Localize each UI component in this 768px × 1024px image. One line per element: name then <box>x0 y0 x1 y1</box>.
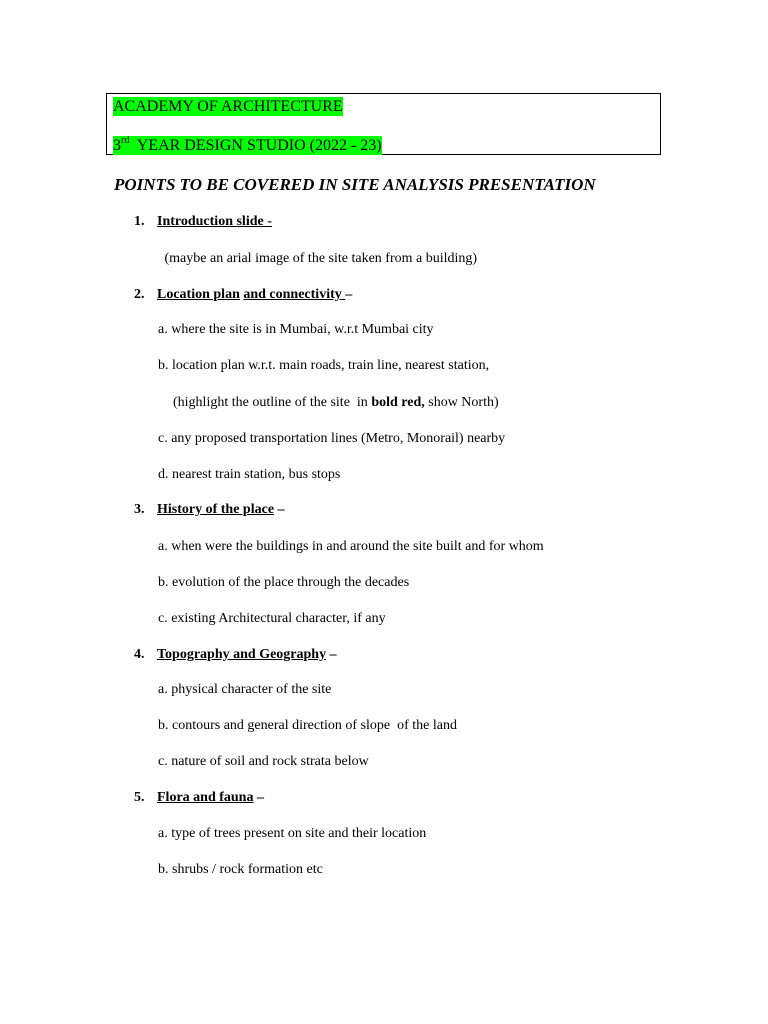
note-bold: bold red, <box>371 395 425 410</box>
section-title: Topography and Geography <box>157 647 327 662</box>
section-dash: – <box>329 647 337 662</box>
section-title-part-b: and connectivity <box>243 287 346 302</box>
section-3-heading <box>134 502 285 518</box>
section-2-note <box>173 395 499 411</box>
section-title: Flora and fauna <box>157 790 254 805</box>
section-4-item-b: b. contours and general direction of slope of the land <box>158 718 457 733</box>
section-2-item-d: d. nearest train station, bus stops <box>158 467 341 482</box>
section-number: 1. <box>134 214 145 229</box>
section-3-item-b: b. evolution of the place through the decades <box>158 575 410 590</box>
section-2-item-b: b. location plan w.r.t. main roads, train line, nearest station, <box>158 358 490 373</box>
section-4-heading <box>134 647 337 663</box>
studio-title <box>113 136 382 155</box>
section-title-part-a: Location plan <box>157 287 240 302</box>
note-suffix: show North) <box>424 395 499 410</box>
section-5-item-a: a. type of trees present on site and their location <box>158 826 427 841</box>
section-5-item-b: b. shrubs / rock formation etc <box>158 862 323 877</box>
section-3-item-a: a. when were the buildings in and around the site built and for whom <box>158 539 544 554</box>
section-3-item-c: c. existing Architectural character, if any <box>158 611 386 626</box>
section-2-heading <box>134 287 352 303</box>
section-5-heading <box>134 790 264 806</box>
studio-title-rest: YEAR DESIGN STUDIO (2022 - 23) <box>129 137 382 154</box>
section-number: 2. <box>134 287 145 302</box>
section-title: History of the place <box>157 502 275 517</box>
studio-year-number: 3 <box>113 137 121 154</box>
section-4-item-a: a. physical character of the site <box>158 682 332 697</box>
section-number: 3. <box>134 502 145 517</box>
section-2-item-c: c. any proposed transportation lines (Metro, Monorail) nearby <box>158 431 506 446</box>
section-dash: – <box>256 790 264 805</box>
section-1-heading <box>134 214 272 230</box>
institution-name: ACADEMY OF ARCHITECTURE <box>113 98 343 115</box>
section-1-item: (maybe an arial image of the site taken from a building) <box>161 251 478 266</box>
section-dash: – <box>277 502 285 517</box>
studio-year-suffix: rd <box>121 134 130 146</box>
section-4-item-c: c. nature of soil and rock strata below <box>158 754 369 769</box>
note-prefix: (highlight the outline of the site in <box>173 395 372 410</box>
section-title: Introduction slide - <box>157 214 272 229</box>
header-box <box>106 93 661 155</box>
document-title: POINTS TO BE COVERED IN SITE ANALYSIS PRESENTATION <box>114 175 596 194</box>
section-number: 4. <box>134 647 145 662</box>
section-2-item-a: a. where the site is in Mumbai, w.r.t Mumbai city <box>158 322 434 337</box>
section-number: 5. <box>134 790 145 805</box>
section-dash: – <box>345 287 353 302</box>
